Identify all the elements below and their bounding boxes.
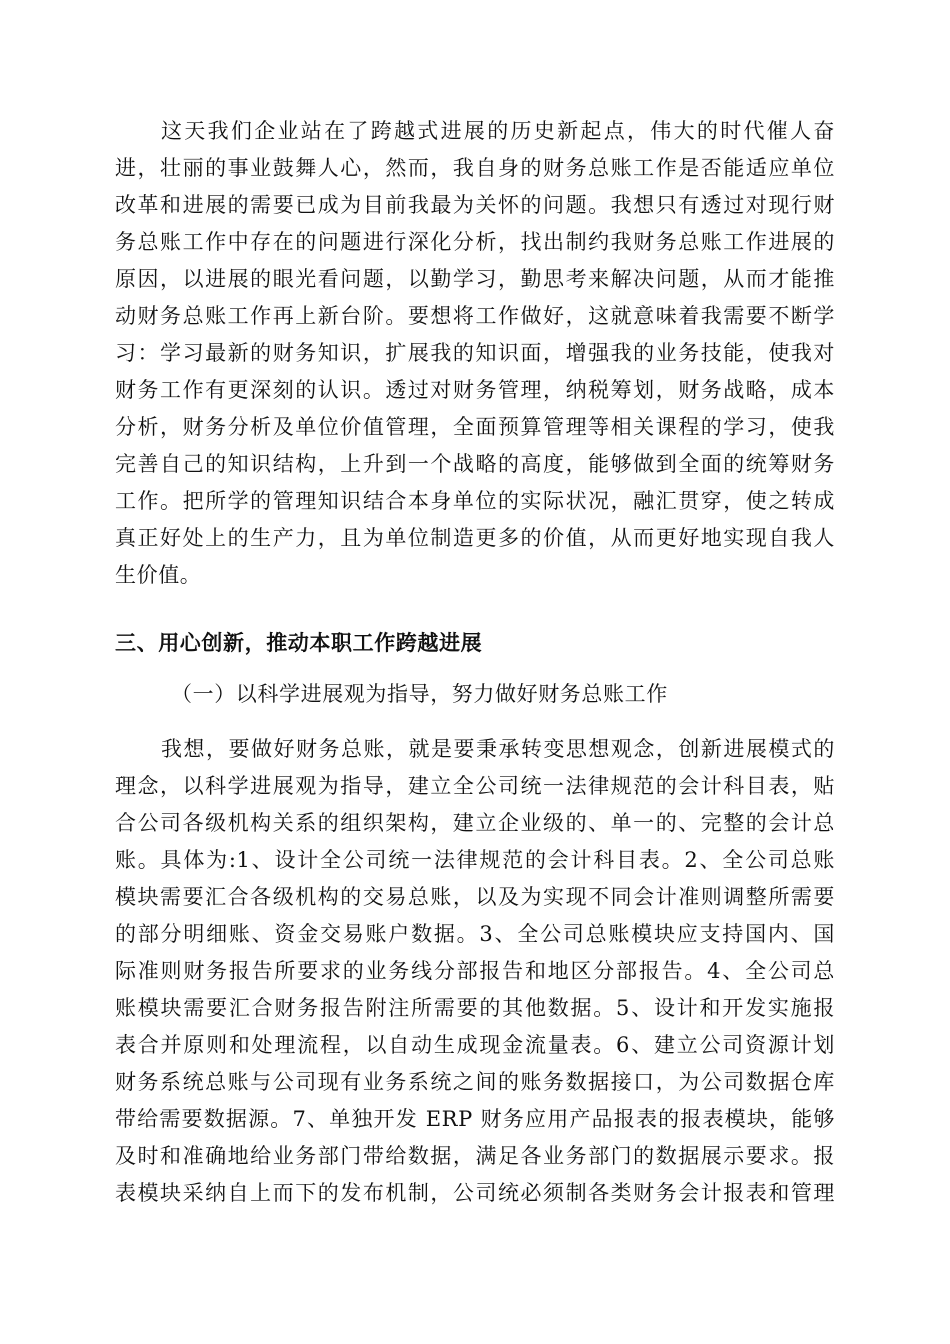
- section-heading: [115, 624, 835, 661]
- paragraph-line: 习：学习最新的财务知识，扩展我的知识面，增强我的业务技能，使我对: [115, 341, 835, 365]
- paragraph-line: 财务系统总账与公司现有业务系统之间的账务数据接口，为公司数据仓库: [115, 1070, 835, 1094]
- subsection-heading: [115, 676, 835, 713]
- paragraph-line: 原因，以进展的眼光看问题，以勤学习，勤思考来解决问题，从而才能推: [115, 267, 835, 291]
- paragraph-line: 我想，要做好财务总账，就是要秉承转变思想观念，创新进展模式的: [161, 737, 835, 761]
- paragraph-line: 合公司各级机构关系的组织架构，建立企业级的、单一的、完整的会计总: [115, 811, 835, 835]
- paragraph-line: 分析，财务分析及单位价值管理，全面预算管理等相关课程的学习，使我: [115, 415, 835, 439]
- paragraph-line: 生价值。: [115, 563, 202, 587]
- paragraph-line: 进，壮丽的事业鼓舞人心，然而，我自身的财务总账工作是否能适应单位: [115, 156, 835, 180]
- paragraph-line: 账模块需要汇合财务报告附注所需要的其他数据。5、设计和开发实施报: [115, 996, 835, 1020]
- paragraph-personal-development: [115, 113, 835, 594]
- paragraph-line: 际准则财务报告所要求的业务线分部报告和地区分部报告。4、全公司总: [115, 959, 835, 983]
- paragraph-line: 财务工作有更深刻的认识。透过对财务管理，纳税筹划，财务战略，成本: [115, 378, 835, 402]
- paragraph-line: 改革和进展的需要已成为目前我最为关怀的问题。我想只有透过对现行财: [115, 193, 835, 217]
- paragraph-line: 理念，以科学进展观为指导，建立全公司统一法律规范的会计科目表，贴: [115, 774, 835, 798]
- paragraph-line: 带给需要数据源。7、单独开发 ERP 财务应用产品报表的报表模块，能够: [115, 1107, 835, 1131]
- paragraph-general-ledger: [115, 731, 835, 1212]
- paragraph-line: 表合并原则和处理流程，以自动生成现金流量表。6、建立公司资源计划: [115, 1033, 835, 1057]
- paragraph-line: 真正好处上的生产力，且为单位制造更多的价值，从而更好地实现自我人: [115, 526, 835, 550]
- section-heading-text: 三、用心创新，推动本职工作跨越进展: [115, 630, 483, 655]
- paragraph-line: 完善自己的知识结构，上升到一个战略的高度，能够做到全面的统筹财务: [115, 452, 835, 476]
- paragraph-line: 的部分明细账、资金交易账户数据。3、全公司总账模块应支持国内、国: [115, 922, 835, 946]
- paragraph-line: 及时和准确地给业务部门带给数据，满足各业务部门的数据展示要求。报: [115, 1144, 835, 1168]
- paragraph-line: 模块需要汇合各级机构的交易总账，以及为实现不同会计准则调整所需要: [115, 885, 835, 909]
- paragraph-line: 账。具体为:1、设计全公司统一法律规范的会计科目表。2、全公司总账: [115, 848, 836, 872]
- paragraph-line: 这天我们企业站在了跨越式进展的历史新起点，伟大的时代催人奋: [161, 119, 835, 143]
- paragraph-line: 务总账工作中存在的问题进行深化分析，找出制约我财务总账工作进展的: [115, 230, 835, 254]
- subsection-heading-text: （一）以科学进展观为指导，努力做好财务总账工作: [171, 682, 668, 706]
- paragraph-line: 表模块采纳自上而下的发布机制，公司统必须制各类财务会计报表和管理: [115, 1181, 835, 1205]
- paragraph-line: 动财务总账工作再上新台阶。要想将工作做好，这就意味着我需要不断学: [115, 304, 835, 328]
- paragraph-line: 工作。把所学的管理知识结合本身单位的实际状况，融汇贯穿，使之转成: [115, 489, 835, 513]
